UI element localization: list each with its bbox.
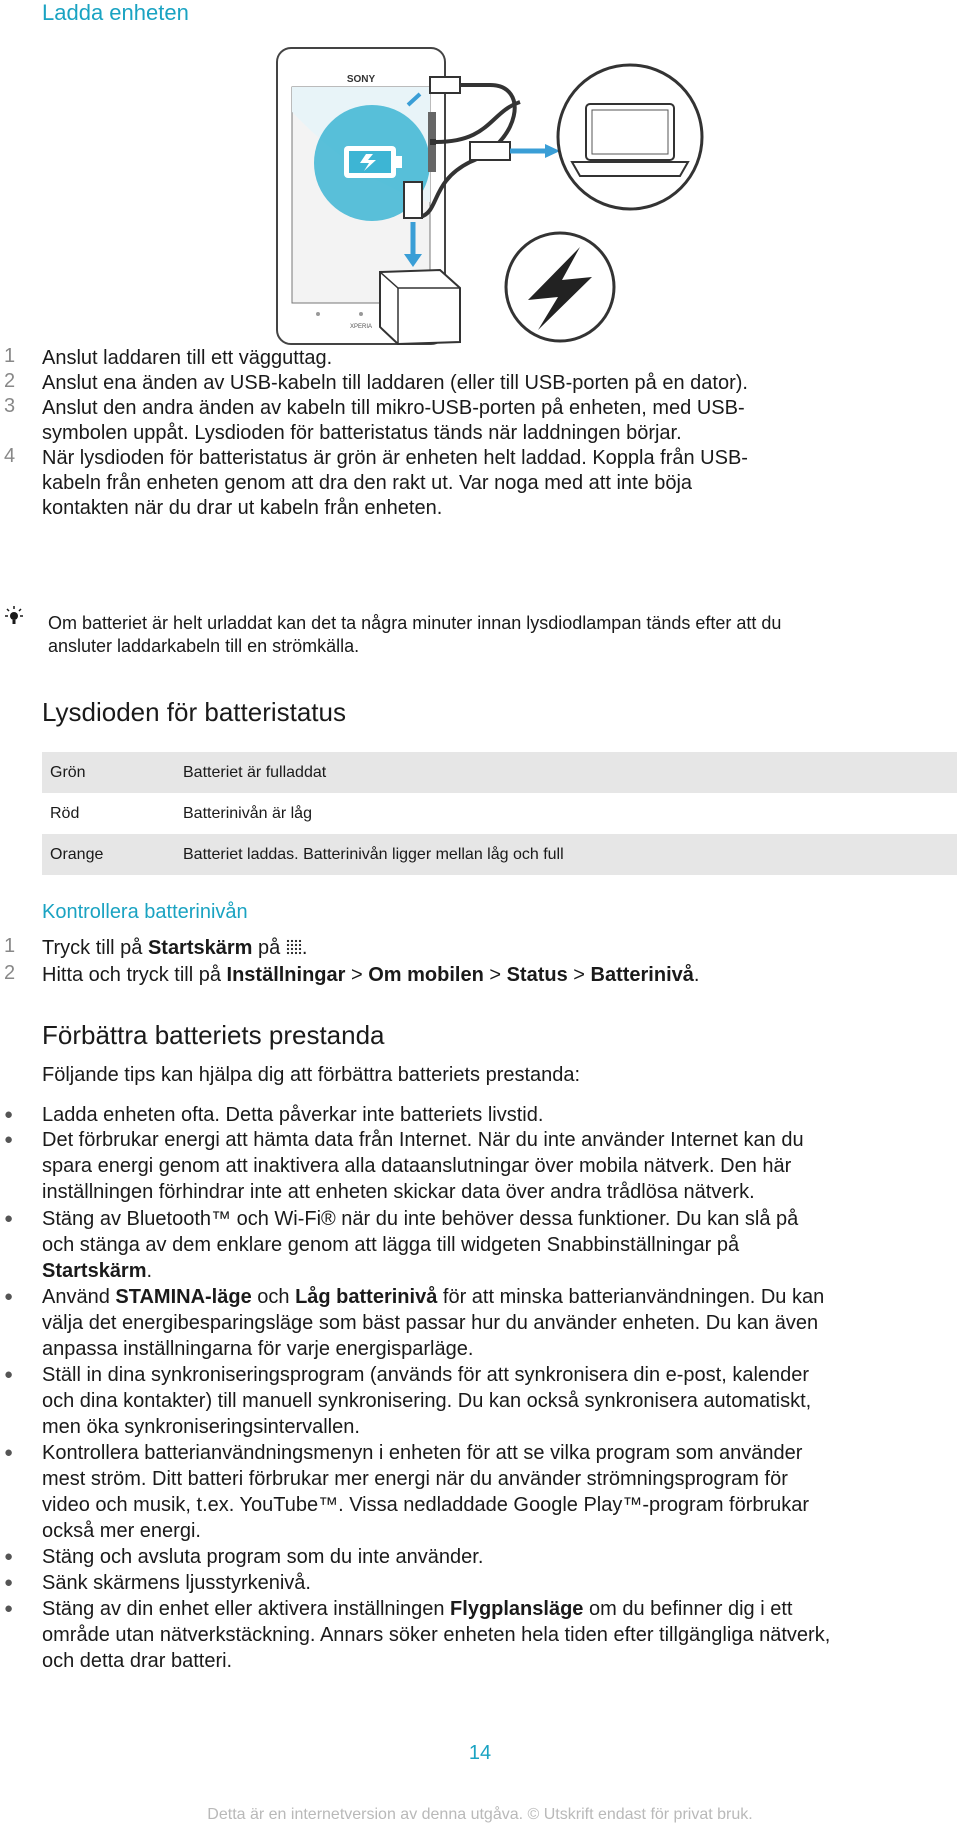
- list-item: Stäng och avsluta program som du inte använder.: [42, 1546, 484, 1568]
- step-number: 2: [4, 370, 16, 392]
- led-desc: Batterinivån är låg: [183, 805, 312, 822]
- list-item: Stäng av din enhet eller aktivera inställningen Flygplansläge om du befinner dig i ett område utan nätverkstäckning. Annars söker enheten hela tiden efter tillgängliga nätverk, och detta drar batteri.: [42, 1598, 831, 1672]
- step-text: Anslut den andra änden av kabeln till mikro-USB-porten på enheten, med USB-: [42, 397, 745, 419]
- bullet-icon: ●: [4, 1106, 14, 1123]
- bullet-icon: ●: [4, 1600, 14, 1617]
- performance-intro: Följande tips kan hjälpa dig att förbättra batteriets prestanda:: [42, 1064, 581, 1086]
- list-item: Ladda enheten ofta. Detta påverkar inte batteriets livstid.: [42, 1104, 544, 1126]
- step-number: 1: [4, 935, 16, 957]
- check-battery-heading: Kontrollera batterinivån: [42, 901, 248, 923]
- tip-text: [48, 612, 958, 658]
- led-color: Orange: [50, 846, 104, 863]
- list-item: Kontrollera batterianvändningsmenyn i enheten för att se vilka program som använder mest ström. Ditt batteri förbrukar mer energi när du använder strömningsprogram för video och musik, t.ex. YouTube™. Vissa nedladdade Google Play™-program förbrukar också mer energi.: [42, 1442, 810, 1542]
- list-item: Ställ in dina synkroniseringsprogram (används för att synkronisera din e-post, kalender och dina kontakter) till manuell synkronisering. Du kan också synkronisera automatiskt, men öka synkroniseringsintervallen.: [42, 1364, 812, 1438]
- led-desc: Batteriet är fulladdat: [183, 764, 327, 781]
- table-row: [42, 793, 957, 834]
- led-status-table: [42, 752, 957, 875]
- phone-model: XPERIA: [349, 324, 373, 330]
- lightbulb-icon: [2, 604, 26, 628]
- bullet-icon: ●: [4, 1288, 14, 1305]
- bullet-icon: ●: [4, 1131, 14, 1148]
- step-text: kontakten när du drar ut kabeln från enheten.: [42, 497, 443, 519]
- led-color: Grön: [50, 764, 86, 781]
- list-item: Använd STAMINA-läge och Låg batterinivå för att minska batterianvändningen. Du kan välja det energibesparingsläge som bäst passar hur du använder enheten. Du kan även anpassa inställningarna för varje energisparläge.: [42, 1286, 825, 1360]
- tip-line: ansluter laddarkabeln till en strömkälla.: [48, 636, 360, 656]
- table-row: [42, 752, 957, 793]
- step-number: 3: [4, 395, 16, 417]
- step-text: När lysdioden för batteristatus är grön är enheten helt laddad. Koppla från USB-: [42, 447, 748, 469]
- charger-illustration: [380, 270, 460, 344]
- step-number: 2: [4, 962, 16, 984]
- performance-heading: Förbättra batteriets prestanda: [42, 1020, 385, 1050]
- step-number: 4: [4, 445, 16, 467]
- list-item: Stäng av Bluetooth™ och Wi-Fi® när du inte behöver dessa funktioner. Du kan slå på och stänga av dem enklare genom att lägga till widgeten Snabbinställningar på Startskärm.: [42, 1208, 799, 1282]
- bullet-icon: ●: [4, 1574, 14, 1591]
- bullet-icon: ●: [4, 1210, 14, 1227]
- check-steps: [0, 935, 960, 995]
- tip-line: Om batteriet är helt urladdat kan det ta några minuter innan lysdiodlampan tänds efter att du: [48, 613, 782, 633]
- step-text: Anslut ena änden av USB-kabeln till laddaren (eller till USB-porten på en dator).: [42, 372, 748, 394]
- list-item: Sänk skärmens ljusstyrkenivå.: [42, 1572, 311, 1594]
- charge-steps: [0, 345, 960, 525]
- led-color: Röd: [50, 805, 80, 822]
- led-heading: Lysdioden för batteristatus: [42, 697, 346, 727]
- bullet-icon: ●: [4, 1366, 14, 1383]
- step-text: Anslut laddaren till ett vägguttag.: [42, 347, 333, 369]
- phone-brand: SONY: [346, 74, 376, 85]
- list-item: Det förbrukar energi att hämta data från Internet. När du inte använder Internet kan du spara energi genom att inaktivera alla dataanslutningar över mobila nätverk. Den här inställningen förhindrar inte att enheten skickar data över andra trådlösa nätverk.: [42, 1129, 804, 1203]
- table-row: [42, 834, 957, 875]
- page-number: 14: [468, 1742, 492, 1764]
- charging-illustration: [270, 42, 960, 392]
- bullet-icon: ●: [4, 1548, 14, 1565]
- performance-tips-list: [0, 1102, 960, 1702]
- bullet-icon: ●: [4, 1444, 14, 1461]
- step-number: 1: [4, 345, 16, 367]
- power-outlet-icon: [506, 233, 614, 341]
- laptop-illustration: [558, 65, 702, 209]
- step-text: Hitta och tryck till på Inställningar > Om mobilen > Status > Batterinivå.: [42, 964, 700, 986]
- footer-notice: Detta är en internetversion av denna utgåva. © Utskrift endast för privat bruk.: [207, 1806, 753, 1823]
- startskarm-label: Startskärm: [147, 937, 253, 959]
- led-desc: Batteriet laddas. Batterinivån ligger mellan låg och full: [183, 846, 564, 863]
- step-text: Tryck till på Startskärm på .: [42, 937, 308, 959]
- apps-grid-icon: [286, 939, 302, 955]
- section-title: Ladda enheten: [42, 0, 189, 25]
- step-text: symbolen uppåt. Lysdioden för batteristatus tänds när laddningen börjar.: [42, 422, 682, 444]
- step-text: kabeln från enheten genom att dra den rakt ut. Var noga med att inte böja: [42, 472, 693, 494]
